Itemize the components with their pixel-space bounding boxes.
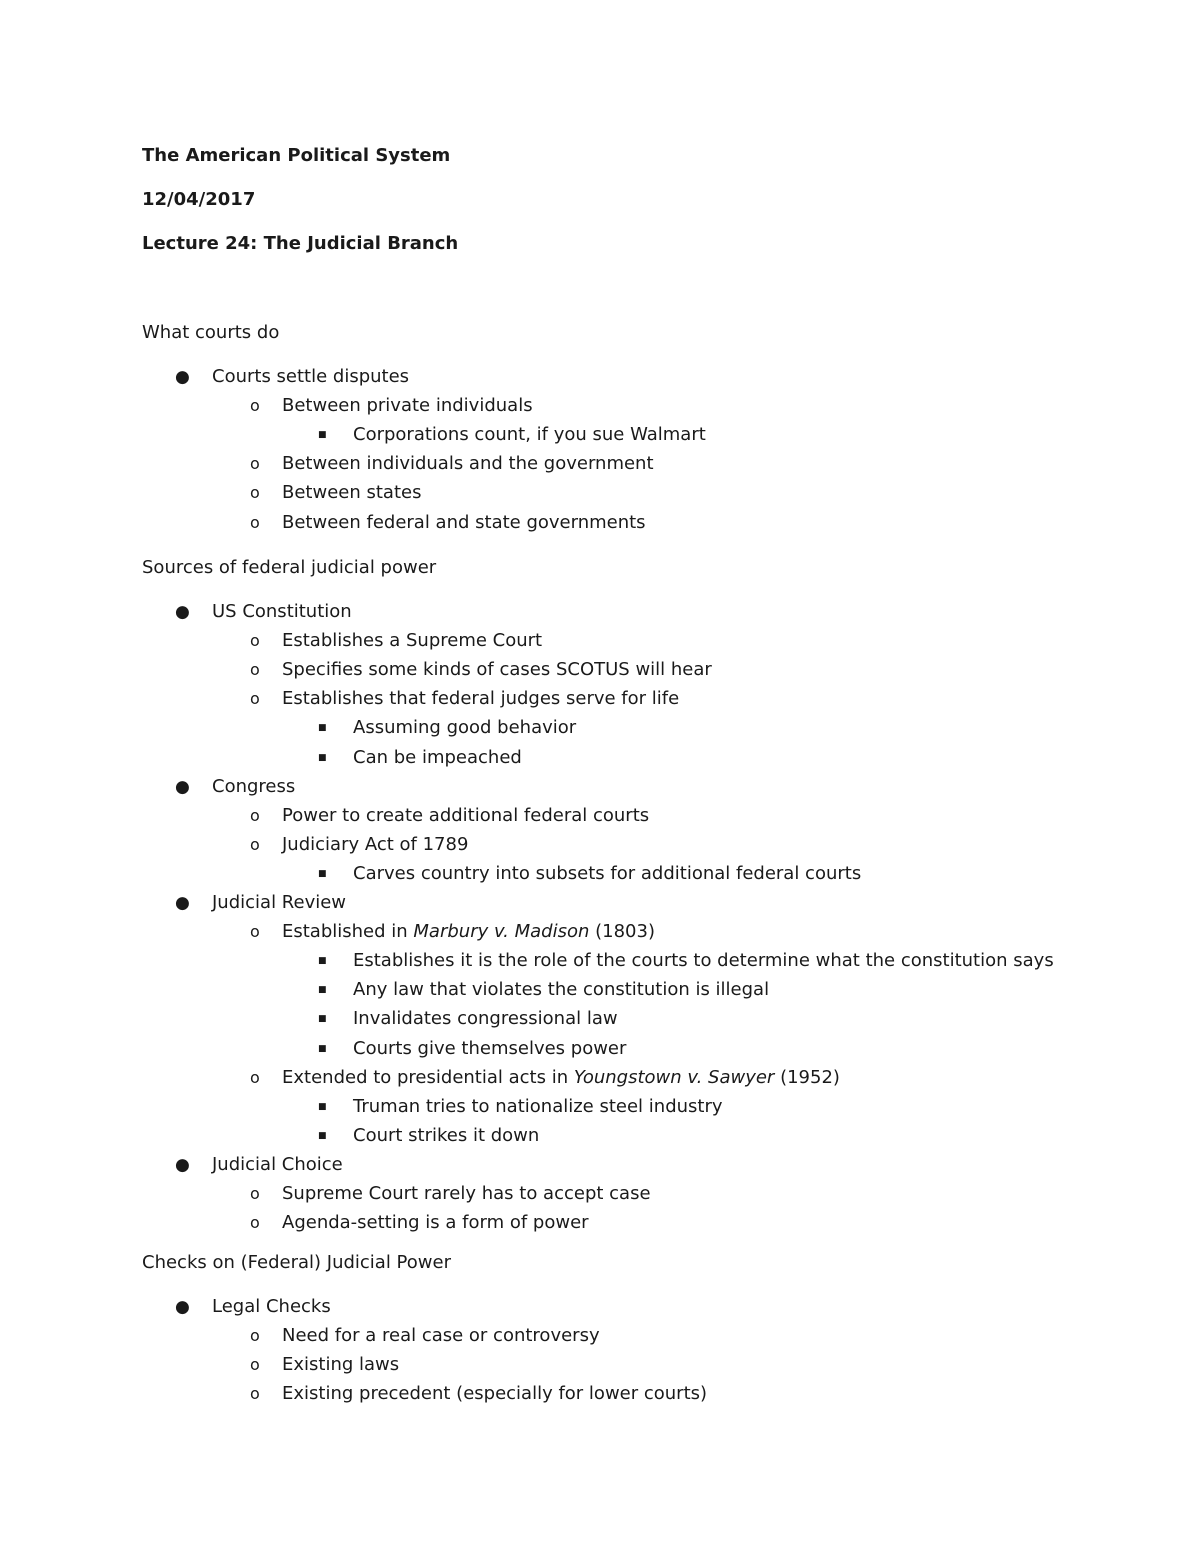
list-item-level-2: Existing precedent (especially for lower courts) (282, 1383, 708, 1405)
lecture-date: 12/04/2017 (142, 189, 256, 210)
bullet-circle-icon: o (250, 1326, 260, 1346)
bullet-circle-icon: o (250, 396, 260, 416)
bullet-circle-icon: o (250, 660, 260, 680)
case-year: (1803) (589, 921, 655, 943)
bullet-square-icon: ■ (318, 752, 327, 763)
bullet-dot-icon: ● (175, 367, 190, 387)
bullet-dot-icon: ● (175, 776, 190, 797)
bullet-circle-icon: o (250, 1213, 260, 1233)
bullet-square-icon: ■ (318, 1130, 327, 1141)
bullet-circle-icon: o (250, 454, 260, 474)
list-item-level-1: Legal Checks (212, 1296, 331, 1317)
list-item-level-2: Between states (282, 482, 422, 504)
bullet-square-icon: ■ (318, 868, 327, 879)
bullet-dot-icon: ● (175, 602, 190, 622)
list-item-level-2: Power to create additional federal courts (282, 804, 650, 826)
list-item-level-2: Between individuals and the government (282, 453, 654, 475)
bullet-square-icon: ■ (318, 1101, 327, 1112)
list-item-level-1: Courts settle disputes (212, 366, 410, 387)
bullet-square-icon: ■ (318, 1043, 327, 1054)
list-item-level-2: Supreme Court rarely has to accept case (282, 1183, 651, 1204)
list-item-level-3: Truman tries to nationalize steel industry (353, 1095, 723, 1117)
bullet-circle-icon: o (250, 483, 260, 503)
list-item-text: Extended to presidential acts in (282, 1066, 574, 1088)
list-item-level-1: Congress (212, 775, 296, 797)
bullet-circle-icon: o (250, 1384, 260, 1404)
bullet-circle-icon: o (250, 631, 260, 651)
section-heading: Checks on (Federal) Judicial Power (142, 1252, 451, 1273)
bullet-dot-icon: ● (175, 1154, 190, 1175)
bullet-square-icon: ■ (318, 985, 327, 996)
list-item-level-3: Courts give themselves power (353, 1037, 627, 1059)
bullet-circle-icon: o (250, 1184, 260, 1203)
bullet-circle-icon: o (250, 1355, 260, 1375)
list-item-level-2 (282, 1067, 840, 1089)
list-item-level-1: US Constitution (212, 601, 352, 622)
bullet-circle-icon: o (250, 1067, 260, 1087)
list-item-level-2: Judiciary Act of 1789 (282, 833, 469, 855)
bullet-circle-icon: o (250, 512, 260, 532)
list-item-level-3: Invalidates congressional law (353, 1008, 618, 1030)
list-item-level-1: Judicial Review (212, 892, 347, 913)
list-item-level-2: Existing laws (282, 1354, 400, 1376)
bullet-square-icon: ■ (318, 430, 327, 441)
section-heading: What courts do (142, 322, 280, 343)
list-item-level-2: Between private individuals (282, 395, 533, 417)
list-item-level-2: Establishes that federal judges serve for life (282, 688, 680, 710)
bullet-circle-icon: o (250, 689, 260, 709)
list-item-level-3: Corporations count, if you sue Walmart (353, 424, 706, 446)
case-year: (1952) (774, 1066, 840, 1088)
list-item-level-2: Between federal and state governments (282, 511, 646, 533)
bullet-dot-icon: ● (175, 1297, 190, 1317)
bullet-circle-icon: o (250, 805, 260, 825)
case-name: Youngstown v. Sawyer (573, 1066, 775, 1088)
list-item-level-2: Establishes a Supreme Court (282, 630, 543, 652)
bullet-circle-icon: o (250, 922, 260, 942)
list-item-level-2: Need for a real case or controversy (282, 1325, 600, 1347)
list-item-level-3: Can be impeached (353, 746, 522, 768)
list-item-level-3: Court strikes it down (353, 1124, 540, 1146)
bullet-dot-icon: ● (175, 893, 190, 913)
bullet-square-icon: ■ (318, 956, 327, 967)
bullet-circle-icon: o (250, 834, 260, 854)
list-item-level-1: Judicial Choice (212, 1153, 343, 1175)
list-item-level-3: Assuming good behavior (353, 717, 577, 739)
list-item-level-3: Any law that violates the constitution is illegal (353, 979, 770, 1001)
list-item-level-3: Establishes it is the role of the courts to determine what the constitution says (353, 950, 1054, 972)
case-name: Marbury v. Madison (413, 921, 590, 943)
bullet-square-icon: ■ (318, 1014, 327, 1025)
section-heading: Sources of federal judicial power (142, 557, 437, 578)
course-title: The American Political System (142, 145, 451, 166)
list-item-level-2 (282, 921, 655, 943)
bullet-square-icon: ■ (318, 723, 327, 734)
list-item-level-2: Agenda-setting is a form of power (282, 1212, 589, 1234)
lecture-title: Lecture 24: The Judicial Branch (142, 233, 459, 254)
list-item-level-2: Specifies some kinds of cases SCOTUS will hear (282, 659, 712, 681)
list-item-text: Established in (282, 921, 414, 943)
list-item-level-3: Carves country into subsets for additional federal courts (353, 862, 862, 884)
